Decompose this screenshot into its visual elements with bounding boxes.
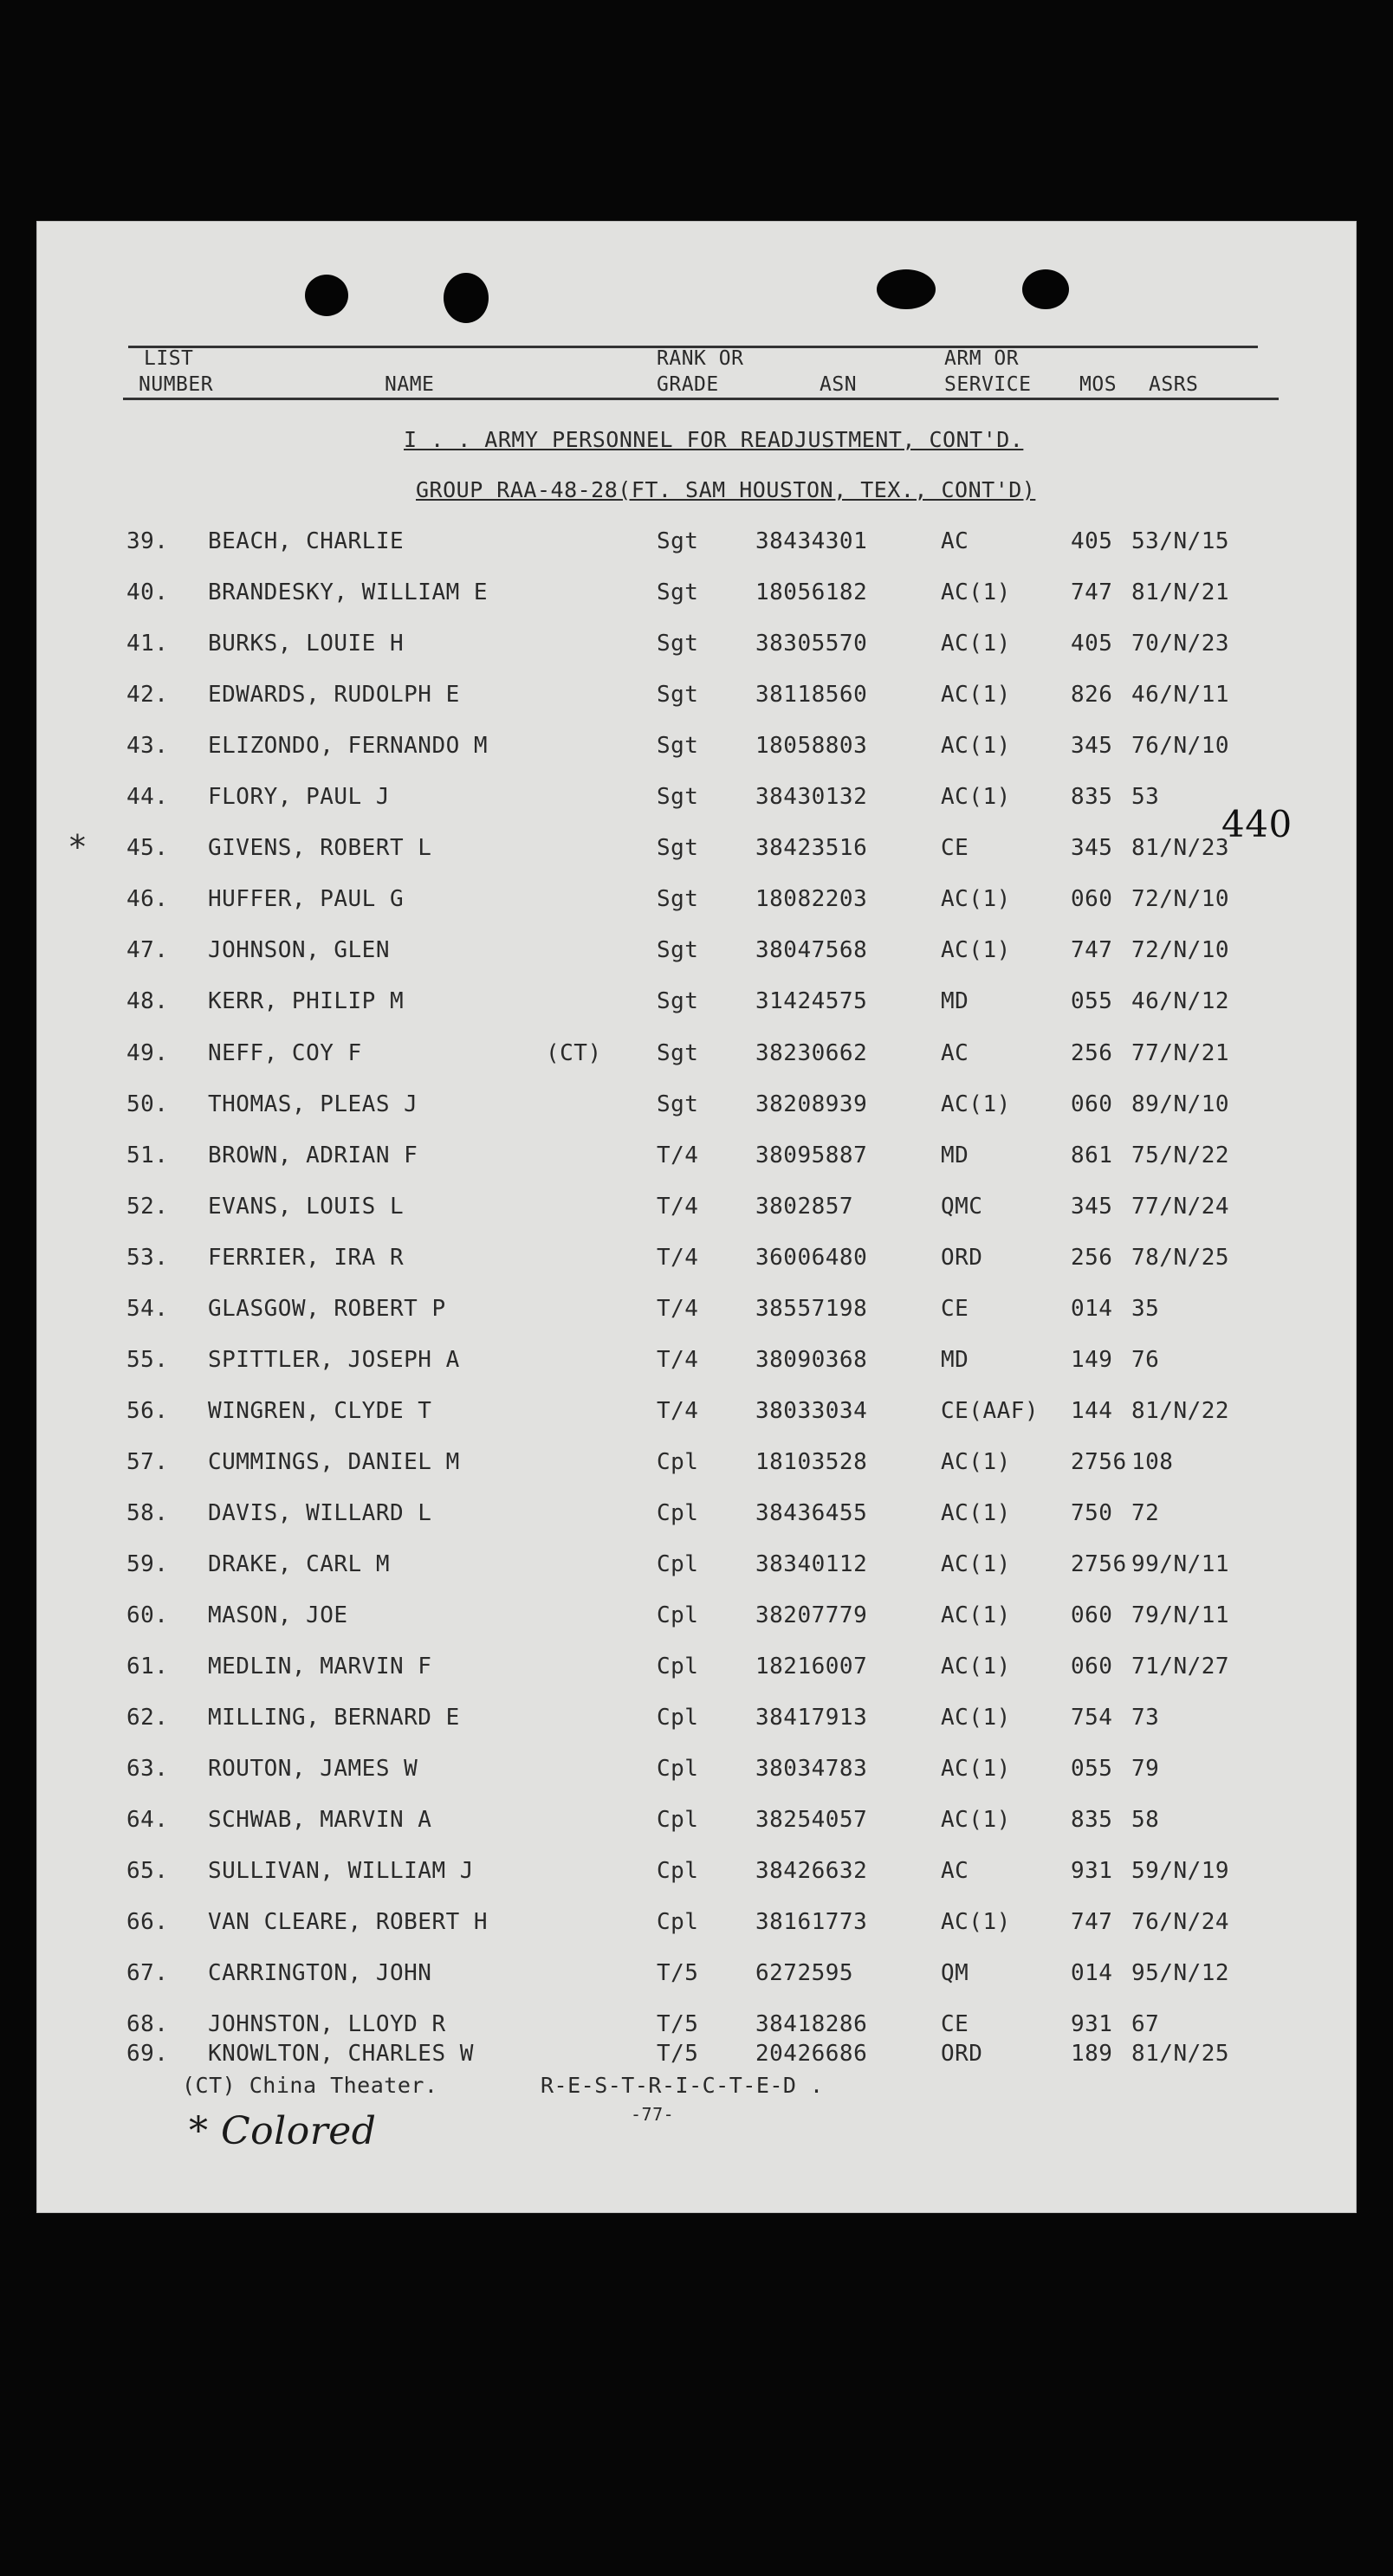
row-asn: 38417913 (755, 1705, 868, 1731)
row-mos: 2756 (1071, 1551, 1127, 1577)
row-number: 64. (126, 1807, 169, 1834)
row-asrs: 72/N/10 (1131, 937, 1230, 964)
row-name: THOMAS, PLEAS J (208, 1091, 418, 1117)
row-number: 59. (126, 1551, 169, 1577)
row-asrs: 81/N/25 (1131, 2040, 1230, 2067)
row-asn: 38090368 (755, 1346, 868, 1373)
row-asn: 38418286 (755, 2011, 868, 2038)
row-asn: 18082203 (755, 886, 868, 913)
row-asn: 36006480 (755, 1244, 868, 1271)
row-name: FLORY, PAUL J (208, 784, 390, 811)
row-mos: 747 (1071, 937, 1113, 964)
punch-hole (305, 275, 348, 316)
row-asrs: 76 (1131, 1346, 1160, 1373)
footer-restricted: R-E-S-T-R-I-C-T-E-D . (541, 2073, 824, 2098)
row-number: 58. (126, 1499, 169, 1526)
row-number: 50. (126, 1091, 169, 1117)
row-asrs: 53/N/15 (1131, 528, 1230, 554)
row-rank: Sgt (657, 988, 699, 1015)
row-number: 55. (126, 1346, 169, 1373)
header-rank-2: GRADE (657, 373, 719, 396)
row-number: 54. (126, 1295, 169, 1322)
row-asrs: 76/N/10 (1131, 733, 1230, 760)
row-mos: 345 (1071, 835, 1113, 862)
row-service: AC(1) (941, 937, 1011, 964)
row-number: 49. (126, 1039, 169, 1066)
row-mos: 754 (1071, 1705, 1113, 1731)
row-mos: 189 (1071, 2040, 1113, 2067)
row-number: 61. (126, 1654, 169, 1680)
row-asrs: 108 (1131, 1448, 1174, 1475)
row-rank: T/4 (657, 1295, 699, 1322)
row-asn: 38434301 (755, 528, 868, 554)
row-asrs: 73 (1131, 1705, 1160, 1731)
row-note: (CT) (546, 1039, 602, 1066)
section-title: I . . ARMY PERSONNEL FOR READJUSTMENT, CONT'D. (404, 427, 1024, 452)
row-service: AC(1) (941, 1448, 1011, 1475)
row-number: 52. (126, 1193, 169, 1220)
row-mos: 014 (1071, 1295, 1113, 1322)
row-number: 60. (126, 1602, 169, 1629)
row-number: 68. (126, 2011, 169, 2038)
row-mos: 144 (1071, 1397, 1113, 1424)
row-mos: 149 (1071, 1346, 1113, 1373)
row-asrs: 77/N/24 (1131, 1193, 1230, 1220)
row-rank: Cpl (657, 1909, 699, 1936)
row-service: AC (941, 1039, 969, 1066)
row-asrs: 35 (1131, 1295, 1160, 1322)
punch-hole (444, 273, 489, 323)
row-rank: Sgt (657, 631, 699, 657)
row-service: AC(1) (941, 1756, 1011, 1783)
row-number: 42. (126, 682, 169, 709)
row-rank: Sgt (657, 784, 699, 811)
row-asn: 38118560 (755, 682, 868, 709)
row-rank: T/5 (657, 1960, 699, 1987)
row-asn: 38557198 (755, 1295, 868, 1322)
header-asn: ASN (820, 373, 858, 396)
row-mos: 256 (1071, 1244, 1113, 1271)
punch-hole (877, 269, 936, 309)
row-name: EDWARDS, RUDOLPH E (208, 682, 460, 709)
row-name: JOHNSON, GLEN (208, 937, 390, 964)
row-name: MILLING, BERNARD E (208, 1705, 460, 1731)
row-number: 39. (126, 528, 169, 554)
footer-legend: (CT) China Theater. (182, 2073, 438, 2098)
row-rank: Cpl (657, 1654, 699, 1680)
row-asrs: 46/N/12 (1131, 988, 1230, 1015)
row-service: AC(1) (941, 1807, 1011, 1834)
row-number: 53. (126, 1244, 169, 1271)
row-rank: T/5 (657, 2011, 699, 2038)
row-mos: 835 (1071, 784, 1113, 811)
row-asn: 38207779 (755, 1602, 868, 1629)
row-service: AC(1) (941, 682, 1011, 709)
row-service: ORD (941, 1244, 983, 1271)
row-asn: 38230662 (755, 1039, 868, 1066)
row-name: DAVIS, WILLARD L (208, 1499, 432, 1526)
row-service: AC(1) (941, 631, 1011, 657)
row-service: MD (941, 988, 969, 1015)
row-service: AC(1) (941, 1654, 1011, 1680)
row-service: QMC (941, 1193, 983, 1220)
row-mos: 055 (1071, 1756, 1113, 1783)
row-rank: Cpl (657, 1551, 699, 1577)
row-service: AC(1) (941, 733, 1011, 760)
row-mos: 747 (1071, 1909, 1113, 1936)
row-number: 43. (126, 733, 169, 760)
row-mos: 055 (1071, 988, 1113, 1015)
row-service: AC(1) (941, 1909, 1011, 1936)
row-asn: 20426686 (755, 2040, 868, 2067)
row-service: MD (941, 1142, 969, 1168)
row-asrs: 72 (1131, 1499, 1160, 1526)
row-mos: 750 (1071, 1499, 1113, 1526)
header-mos: MOS (1079, 373, 1118, 396)
row-service: AC(1) (941, 1499, 1011, 1526)
row-asrs: 71/N/27 (1131, 1654, 1230, 1680)
row-rank: T/4 (657, 1346, 699, 1373)
row-mos: 060 (1071, 1654, 1113, 1680)
row-number: 48. (126, 988, 169, 1015)
row-asrs: 95/N/12 (1131, 1960, 1230, 1987)
header-asrs: ASRS (1149, 373, 1199, 396)
row-rank: Sgt (657, 835, 699, 862)
row-asrs: 53 (1131, 784, 1160, 811)
row-service: QM (941, 1960, 969, 1987)
row-mos: 861 (1071, 1142, 1113, 1168)
row-service: CE (941, 2011, 969, 2038)
row-asn: 6272595 (755, 1960, 854, 1987)
row-number: 44. (126, 784, 169, 811)
row-asrs: 67 (1131, 2011, 1160, 2038)
header-list-number-1: LIST (144, 347, 194, 370)
row-mos: 256 (1071, 1039, 1113, 1066)
row-rank: Sgt (657, 1091, 699, 1117)
punch-hole (1022, 269, 1069, 309)
row-rank: Cpl (657, 1807, 699, 1834)
row-asrs: 72/N/10 (1131, 886, 1230, 913)
header-arm-2: SERVICE (944, 373, 1032, 396)
row-number: 63. (126, 1756, 169, 1783)
row-service: CE (941, 1295, 969, 1322)
row-name: CARRINGTON, JOHN (208, 1960, 432, 1987)
row-asrs: 77/N/21 (1131, 1039, 1230, 1066)
row-name: KNOWLTON, CHARLES W (208, 2040, 474, 2067)
row-rank: T/4 (657, 1142, 699, 1168)
row-asn: 31424575 (755, 988, 868, 1015)
row-asn: 38254057 (755, 1807, 868, 1834)
row-asrs: 81/N/21 (1131, 579, 1230, 606)
page-stamp-number: 440 (1221, 803, 1293, 845)
row-asn: 38034783 (755, 1756, 868, 1783)
row-name: BRANDESKY, WILLIAM E (208, 579, 489, 606)
row-asrs: 78/N/25 (1131, 1244, 1230, 1271)
row-number: 40. (126, 579, 169, 606)
row-number: 45. (126, 835, 169, 862)
row-asrs: 59/N/19 (1131, 1858, 1230, 1885)
handwritten-note: * Colored (189, 2109, 377, 2153)
row-name: BROWN, ADRIAN F (208, 1142, 418, 1168)
row-rank: Cpl (657, 1705, 699, 1731)
row-service: AC(1) (941, 1602, 1011, 1629)
row-name: SCHWAB, MARVIN A (208, 1807, 432, 1834)
row-number: 51. (126, 1142, 169, 1168)
row-asn: 38208939 (755, 1091, 868, 1117)
row-rank: Sgt (657, 1039, 699, 1066)
header-name: NAME (385, 373, 435, 396)
row-mos: 060 (1071, 1091, 1113, 1117)
row-mos: 345 (1071, 733, 1113, 760)
row-asn: 38161773 (755, 1909, 868, 1936)
row-asrs: 89/N/10 (1131, 1091, 1230, 1117)
row-name: VAN CLEARE, ROBERT H (208, 1909, 489, 1936)
row-asn: 38095887 (755, 1142, 868, 1168)
row-rank: Sgt (657, 579, 699, 606)
row-number: 66. (126, 1909, 169, 1936)
row-mos: 060 (1071, 886, 1113, 913)
row-name: GLASGOW, ROBERT P (208, 1295, 446, 1322)
row-number: 67. (126, 1960, 169, 1987)
row-asrs: 46/N/11 (1131, 682, 1230, 709)
row-name: BEACH, CHARLIE (208, 528, 405, 554)
row-mark: * (68, 828, 88, 867)
header-bottom-rule (123, 398, 1279, 400)
row-service: AC(1) (941, 1551, 1011, 1577)
row-name: ELIZONDO, FERNANDO M (208, 733, 489, 760)
row-asn: 38340112 (755, 1551, 868, 1577)
row-name: MEDLIN, MARVIN F (208, 1654, 432, 1680)
row-number: 41. (126, 631, 169, 657)
row-service: ORD (941, 2040, 983, 2067)
footer-page-number: -77- (631, 2104, 675, 2125)
header-arm-1: ARM OR (944, 347, 1020, 370)
row-number: 47. (126, 937, 169, 964)
row-service: AC(1) (941, 886, 1011, 913)
row-number: 62. (126, 1705, 169, 1731)
row-name: NEFF, COY F (208, 1039, 362, 1066)
row-asn: 38047568 (755, 937, 868, 964)
row-asrs: 79/N/11 (1131, 1602, 1230, 1629)
row-name: CUMMINGS, DANIEL M (208, 1448, 460, 1475)
row-asrs: 58 (1131, 1807, 1160, 1834)
row-asrs: 79 (1131, 1756, 1160, 1783)
row-mos: 826 (1071, 682, 1113, 709)
row-name: KERR, PHILIP M (208, 988, 405, 1015)
row-asn: 38423516 (755, 835, 868, 862)
row-mos: 835 (1071, 1807, 1113, 1834)
row-service: AC(1) (941, 1705, 1011, 1731)
row-name: SULLIVAN, WILLIAM J (208, 1858, 474, 1885)
row-number: 69. (126, 2040, 169, 2067)
row-rank: Sgt (657, 886, 699, 913)
row-asn: 18056182 (755, 579, 868, 606)
row-asrs: 81/N/22 (1131, 1397, 1230, 1424)
row-name: DRAKE, CARL M (208, 1551, 390, 1577)
row-asn: 38426632 (755, 1858, 868, 1885)
row-rank: Cpl (657, 1858, 699, 1885)
row-service: MD (941, 1346, 969, 1373)
row-number: 56. (126, 1397, 169, 1424)
group-title: GROUP RAA-48-28(FT. SAM HOUSTON, TEX., CONT'D) (416, 477, 1036, 502)
row-service: CE (941, 835, 969, 862)
row-asn: 38436455 (755, 1499, 868, 1526)
row-mos: 2756 (1071, 1448, 1127, 1475)
row-rank: T/4 (657, 1244, 699, 1271)
row-asn: 18103528 (755, 1448, 868, 1475)
row-service: AC(1) (941, 579, 1011, 606)
row-name: MASON, JOE (208, 1602, 348, 1629)
row-mos: 405 (1071, 528, 1113, 554)
row-service: AC (941, 1858, 969, 1885)
row-number: 46. (126, 886, 169, 913)
row-mos: 931 (1071, 2011, 1113, 2038)
row-name: FERRIER, IRA R (208, 1244, 405, 1271)
row-asrs: 81/N/23 (1131, 835, 1230, 862)
row-name: BURKS, LOUIE H (208, 631, 405, 657)
row-asn: 38305570 (755, 631, 868, 657)
header-list-number-2: NUMBER (139, 373, 214, 396)
row-mos: 747 (1071, 579, 1113, 606)
row-name: EVANS, LOUIS L (208, 1193, 405, 1220)
row-number: 57. (126, 1448, 169, 1475)
row-rank: T/5 (657, 2040, 699, 2067)
document-page (36, 221, 1357, 2213)
row-rank: T/4 (657, 1397, 699, 1424)
row-asn: 18058803 (755, 733, 868, 760)
row-asn: 3802857 (755, 1193, 854, 1220)
row-rank: Sgt (657, 937, 699, 964)
row-rank: Cpl (657, 1448, 699, 1475)
row-name: WINGREN, CLYDE T (208, 1397, 432, 1424)
row-mos: 931 (1071, 1858, 1113, 1885)
row-service: CE(AAF) (941, 1397, 1040, 1424)
row-mos: 405 (1071, 631, 1113, 657)
row-service: AC(1) (941, 1091, 1011, 1117)
row-name: SPITTLER, JOSEPH A (208, 1346, 460, 1373)
row-asn: 38430132 (755, 784, 868, 811)
row-name: HUFFER, PAUL G (208, 886, 405, 913)
row-mos: 345 (1071, 1193, 1113, 1220)
row-rank: Cpl (657, 1756, 699, 1783)
row-asrs: 70/N/23 (1131, 631, 1230, 657)
row-mos: 060 (1071, 1602, 1113, 1629)
row-service: AC (941, 528, 969, 554)
row-asn: 38033034 (755, 1397, 868, 1424)
row-name: ROUTON, JAMES W (208, 1756, 418, 1783)
row-asn: 18216007 (755, 1654, 868, 1680)
row-rank: Sgt (657, 528, 699, 554)
row-rank: T/4 (657, 1193, 699, 1220)
row-asrs: 75/N/22 (1131, 1142, 1230, 1168)
row-rank: Cpl (657, 1499, 699, 1526)
row-service: AC(1) (941, 784, 1011, 811)
row-rank: Cpl (657, 1602, 699, 1629)
row-asrs: 76/N/24 (1131, 1909, 1230, 1936)
row-mos: 014 (1071, 1960, 1113, 1987)
row-number: 65. (126, 1858, 169, 1885)
header-rank-1: RANK OR (657, 347, 744, 370)
row-asrs: 99/N/11 (1131, 1551, 1230, 1577)
row-rank: Sgt (657, 733, 699, 760)
row-name: JOHNSTON, LLOYD R (208, 2011, 446, 2038)
row-name: GIVENS, ROBERT L (208, 835, 432, 862)
row-rank: Sgt (657, 682, 699, 709)
